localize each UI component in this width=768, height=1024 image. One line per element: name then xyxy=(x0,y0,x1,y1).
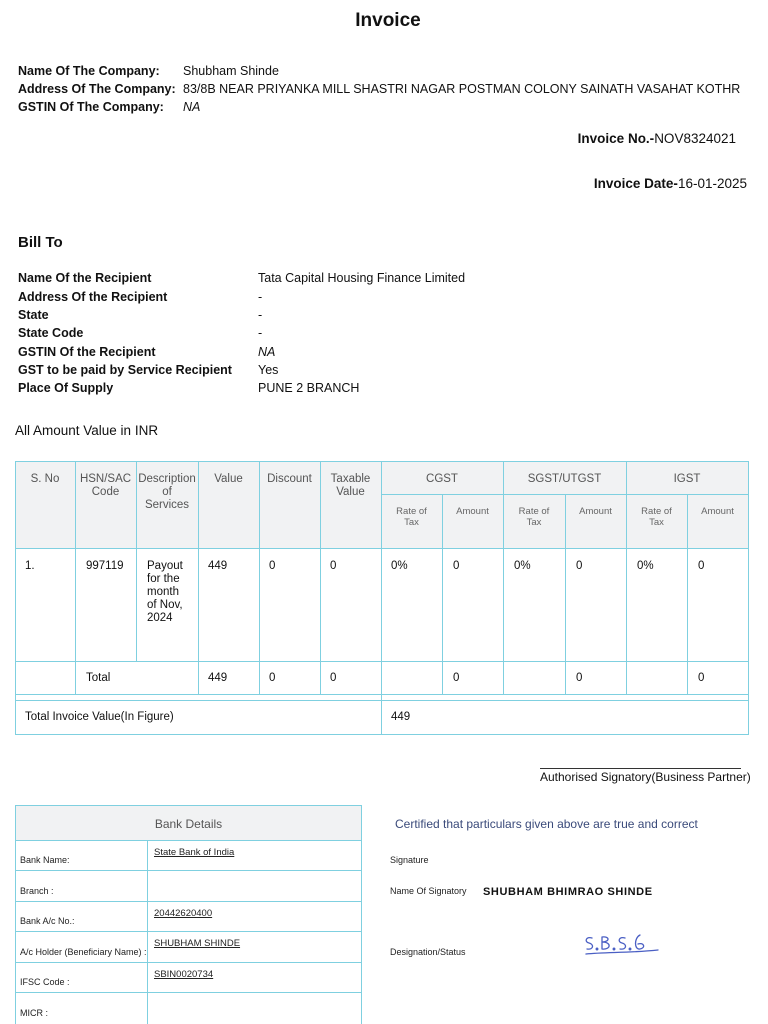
header-value: Value xyxy=(214,473,243,485)
handwritten-signature-icon xyxy=(580,930,670,960)
header-discount: Discount xyxy=(267,473,312,485)
recipient-state-value: - xyxy=(258,308,263,322)
invoice-date-value: 16-01-2025 xyxy=(677,176,747,191)
micr-label: MICR : xyxy=(20,1008,48,1018)
igst-rate-header-line1: Rate of xyxy=(641,506,672,517)
col-line-3 xyxy=(198,461,199,695)
company-address-row xyxy=(18,82,741,96)
company-name-row xyxy=(18,64,279,78)
ifsc-value: SBIN0020734 xyxy=(154,969,214,980)
col-line-10 xyxy=(626,461,627,695)
account-holder-value: SHUBHAM SHINDE xyxy=(154,938,241,949)
header-igst: IGST xyxy=(673,473,701,485)
signatory-name-label: Name Of Signatory xyxy=(390,886,467,896)
invoice-total-label: Total Invoice Value(In Figure) xyxy=(25,711,174,723)
bank-border-right xyxy=(361,805,362,1024)
row-desc-line5: 2024 xyxy=(147,612,173,624)
recipient-state-label: State xyxy=(18,308,49,322)
total-discount: 0 xyxy=(269,672,276,684)
igst-rate-header-line2: Tax xyxy=(649,517,664,528)
row-sno: 1. xyxy=(25,560,35,572)
invoice-total-value: 449 xyxy=(391,711,411,723)
total-value: 449 xyxy=(208,672,228,684)
bank-row-line-4 xyxy=(15,931,362,932)
col-line-11 xyxy=(687,494,688,695)
account-number-label: Bank A/c No.: xyxy=(20,916,75,926)
recipient-address-label: Address Of the Recipient xyxy=(18,290,168,304)
invoice-total-top-line xyxy=(15,700,749,701)
invoice-number xyxy=(578,131,736,146)
recipient-name-label: Name Of the Recipient xyxy=(18,271,152,285)
designation-label: Designation/Status xyxy=(390,947,466,957)
header-sno: S. No xyxy=(30,473,60,485)
company-gstin-value: NA xyxy=(183,100,201,114)
cgst-rate-header-line1: Rate of xyxy=(396,506,427,517)
col-line-8 xyxy=(503,461,504,695)
recipient-name-value: Tata Capital Housing Finance Limited xyxy=(258,271,466,285)
cgst-amount-header: Amount xyxy=(456,506,489,517)
col-line-4 xyxy=(259,461,260,695)
place-of-supply-label: Place Of Supply xyxy=(18,381,114,395)
table-border-bottom xyxy=(15,734,749,735)
total-cgst-amount: 0 xyxy=(453,672,460,684)
row-discount: 0 xyxy=(269,560,276,572)
bank-name-label: Bank Name: xyxy=(20,855,70,865)
bank-border-top xyxy=(15,805,362,806)
row-value: 449 xyxy=(208,560,228,572)
row-cgst-amount: 0 xyxy=(453,560,460,572)
row-igst-rate: 0% xyxy=(637,560,654,572)
row-cgst-rate: 0% xyxy=(391,560,408,572)
header-desc-line3: Services xyxy=(144,499,190,511)
company-gstin-row xyxy=(18,100,201,114)
recipient-state-code-value: - xyxy=(258,326,263,340)
authorised-signatory-line xyxy=(540,768,741,769)
header-desc-line1: Description xyxy=(138,473,196,485)
total-bottom-line xyxy=(15,694,749,695)
sgst-rate-header-line2: Tax xyxy=(526,517,542,528)
signatory-name-value: SHUBHAM BHIMRAO SHINDE xyxy=(483,886,653,898)
sgst-amount-header: Amount xyxy=(579,506,612,517)
bank-row-line-6 xyxy=(15,992,362,993)
bank-border-left xyxy=(15,805,16,1024)
recipient-state-code-label: State Code xyxy=(18,326,84,340)
bank-row-line-2 xyxy=(15,870,362,871)
row-hsn: 997119 xyxy=(86,560,124,572)
invoice-number-label: Invoice No.- xyxy=(577,131,655,146)
table-border-right xyxy=(748,461,749,735)
total-label: Total xyxy=(86,672,111,684)
bank-row-line-3 xyxy=(15,901,362,902)
row-desc-line1: Payout xyxy=(147,560,183,572)
header-desc-line2: of xyxy=(162,486,172,498)
place-of-supply-value: PUNE 2 BRANCH xyxy=(258,381,360,395)
bank-row-line-1 xyxy=(15,840,362,841)
row-bottom-line xyxy=(15,661,749,662)
bank-col-line xyxy=(147,840,148,1024)
recipient-address-value: - xyxy=(258,290,263,304)
branch-label: Branch : xyxy=(20,886,54,896)
cgst-rate-header-line2: Tax xyxy=(404,517,419,528)
header-hsn-line1: HSN/SAC xyxy=(79,473,132,485)
company-name-value: Shubham Shinde xyxy=(183,64,279,78)
header-cgst: CGST xyxy=(426,473,458,485)
invoice-number-value: NOV8324021 xyxy=(654,131,736,146)
table-border-left xyxy=(15,461,16,735)
header-taxable-line2: Value xyxy=(336,486,365,498)
total-igst-amount: 0 xyxy=(698,672,705,684)
col-line-6 xyxy=(381,461,382,735)
gst-paid-by-label: GST to be paid by Service Recipient xyxy=(18,363,232,377)
header-bottom-line xyxy=(15,548,749,549)
bank-row-line-5 xyxy=(15,962,362,963)
company-gstin-label: GSTIN Of The Company: xyxy=(18,100,164,114)
row-desc-line2: for the xyxy=(147,573,180,585)
bank-name-value: State Bank of India xyxy=(154,847,235,858)
amount-currency-note: All Amount Value in INR xyxy=(15,423,159,438)
authorised-signatory-label: Authorised Signatory(Business Partner) xyxy=(540,770,751,784)
total-sgst-amount: 0 xyxy=(576,672,583,684)
bill-to-heading: Bill To xyxy=(18,234,63,251)
col-line-7 xyxy=(442,494,443,695)
page-title: Invoice xyxy=(355,10,421,31)
invoice-date xyxy=(594,176,747,191)
header-hsn-line2: Code xyxy=(91,486,120,498)
company-address-label: Address Of The Company: xyxy=(18,82,176,96)
table-border-top xyxy=(15,461,749,462)
account-number-value: 20442620400 xyxy=(154,908,213,919)
sgst-rate-header-line1: Rate of xyxy=(518,506,550,517)
invoice-date-label: Invoice Date- xyxy=(593,176,678,191)
row-sgst-amount: 0 xyxy=(576,560,583,572)
row-taxable: 0 xyxy=(330,560,337,572)
recipient-gstin-label: GSTIN Of the Recipient xyxy=(18,345,156,359)
certification-text: Certified that particulars given above are true and correct xyxy=(395,817,698,831)
signature-label: Signature xyxy=(390,855,429,865)
company-name-label: Name Of The Company: xyxy=(18,64,160,78)
igst-amount-header: Amount xyxy=(701,506,734,517)
account-holder-label: A/c Holder (Beneficiary Name) : xyxy=(20,947,147,957)
row-desc-line3: month xyxy=(147,586,179,598)
total-taxable: 0 xyxy=(330,672,337,684)
header-taxable-line1: Taxable xyxy=(330,473,371,485)
col-line-9 xyxy=(565,494,566,695)
row-sgst-rate: 0% xyxy=(514,560,531,572)
header-sgst: SGST/UTGST xyxy=(527,473,602,485)
row-desc-line4: of Nov, xyxy=(147,599,183,611)
company-address-value: 83/8B NEAR PRIYANKA MILL SHASTRI NAGAR POSTMAN COLONY SAINATH VASAHAT KOTHR xyxy=(183,82,741,96)
recipient-gstin-value: NA xyxy=(258,345,276,359)
gst-paid-by-value: Yes xyxy=(258,363,279,377)
ifsc-label: IFSC Code : xyxy=(20,977,70,987)
bank-details-title: Bank Details xyxy=(154,817,223,831)
row-igst-amount: 0 xyxy=(698,560,705,572)
